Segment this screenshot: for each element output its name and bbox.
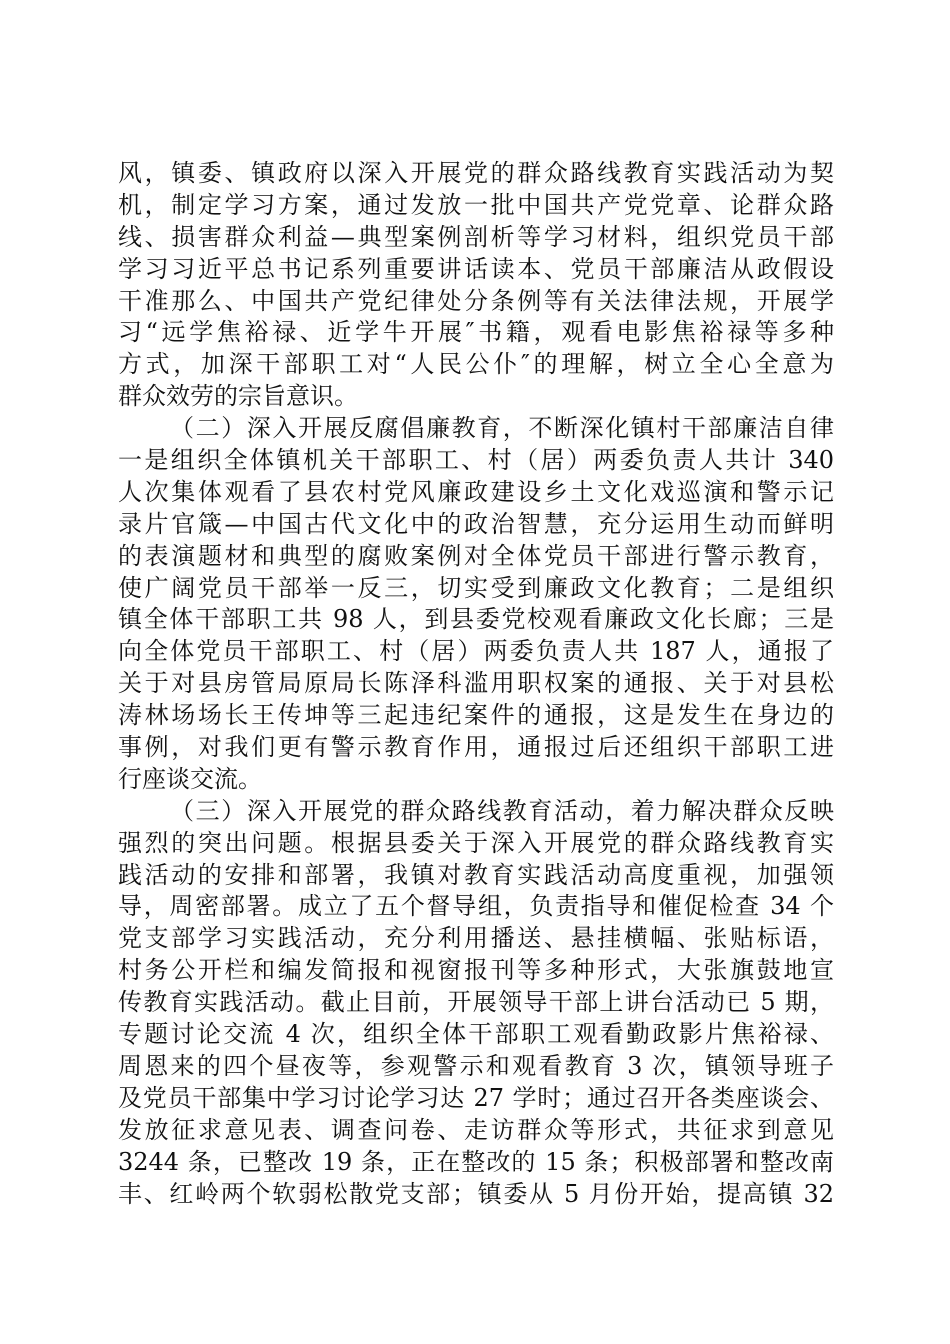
text-line: 党支部学习实践活动，充分利用播送、悬挂横幅、张贴标语，: [118, 924, 834, 953]
text-line: 涛林场场长王传坤等三起违纪案件的通报，这是发生在身边的: [118, 701, 834, 730]
text-line: 及党员干部集中学习讨论学习达 27 学时；通过召开各类座谈会、: [118, 1083, 834, 1112]
text-line: 方式，加深干部职工对“人民公仆″的理解，树立全心全意为: [118, 350, 834, 379]
text-line: 人次集体观看了县农村党风廉政建设乡土文化戏巡演和警示记: [118, 477, 834, 506]
text-line: 使广阔党员干部举一反三，切实受到廉政文化教育；二是组织: [118, 573, 834, 602]
text-line: 风，镇委、镇政府以深入开展党的群众路线教育实践活动为契: [118, 159, 834, 187]
text-line: 3244 条，已整改 19 条，正在整改的 15 条；积极部署和整改南: [118, 1147, 834, 1176]
text-line: 线、损害群众利益—典型案例剖析等学习材料，组织党员干部: [118, 222, 834, 251]
text-line: 导，周密部署。成立了五个督导组，负责指导和催促检查 34 个: [118, 892, 834, 921]
text-line: 关于对县房管局原局长陈泽科滥用职权案的通报、关于对县松: [118, 669, 834, 698]
text-line: 行座谈交流。: [118, 764, 262, 793]
text-line: 习“远学焦裕禄、近学牛开展″书籍，观看电影焦裕禄等多种: [118, 318, 834, 347]
text-line: 强烈的突出问题。根据县委关于深入开展党的群众路线教育实: [118, 828, 834, 857]
text-line: 学习习近平总书记系列重要讲话读本、党员干部廉洁从政假设: [118, 254, 834, 283]
paragraph-first-line: （三）深入开展党的群众路线教育活动，着力解决群众反映: [170, 796, 834, 825]
text-line: 一是组织全体镇机关干部职工、村（居）两委负责人共计 340: [118, 446, 834, 475]
paragraph-first-line: （二）深入开展反腐倡廉教育，不断深化镇村干部廉洁自律: [170, 414, 834, 443]
text-line: 周恩来的四个昼夜等，参观警示和观看教育 3 次，镇领导班子: [118, 1051, 834, 1080]
text-line: 事例，对我们更有警示教育作用，通报过后还组织干部职工进: [118, 733, 834, 762]
text-line: 传教育实践活动。截止目前，开展领导干部上讲台活动已 5 期，: [118, 988, 834, 1017]
text-line: 干准那么、中国共产党纪律处分条例等有关法律法规，开展学: [118, 286, 834, 315]
text-line: 机，制定学习方案，通过发放一批中国共产党党章、论群众路: [118, 190, 834, 219]
text-line: 镇全体干部职工共 98 人，到县委党校观看廉政文化长廊；三是: [118, 605, 834, 634]
text-line: 践活动的安排和部署，我镇对教育实践活动高度重视，加强领: [118, 860, 834, 889]
text-line: 发放征求意见表、调查问卷、走访群众等形式，共征求到意见: [118, 1115, 834, 1144]
text-line: 的表演题材和典型的腐败案例对全体党员干部进行警示教育，: [118, 541, 834, 570]
text-line: 向全体党员干部职工、村（居）两委负责人共 187 人，通报了: [118, 637, 834, 666]
text-line: 丰、红岭两个软弱松散党支部；镇委从 5 月份开始，提高镇 32: [118, 1179, 834, 1208]
text-line: 专题讨论交流 4 次，组织全体干部职工观看勤政影片焦裕禄、: [118, 1020, 834, 1049]
text-line: 村务公开栏和编发简报和视窗报刊等多种形式，大张旗鼓地宣: [118, 956, 834, 985]
text-line: 群众效劳的宗旨意识。: [118, 382, 358, 411]
text-line: 录片官箴—中国古代文化中的政治智慧，充分运用生动而鲜明: [118, 509, 834, 538]
document-body: [118, 158, 834, 1210]
